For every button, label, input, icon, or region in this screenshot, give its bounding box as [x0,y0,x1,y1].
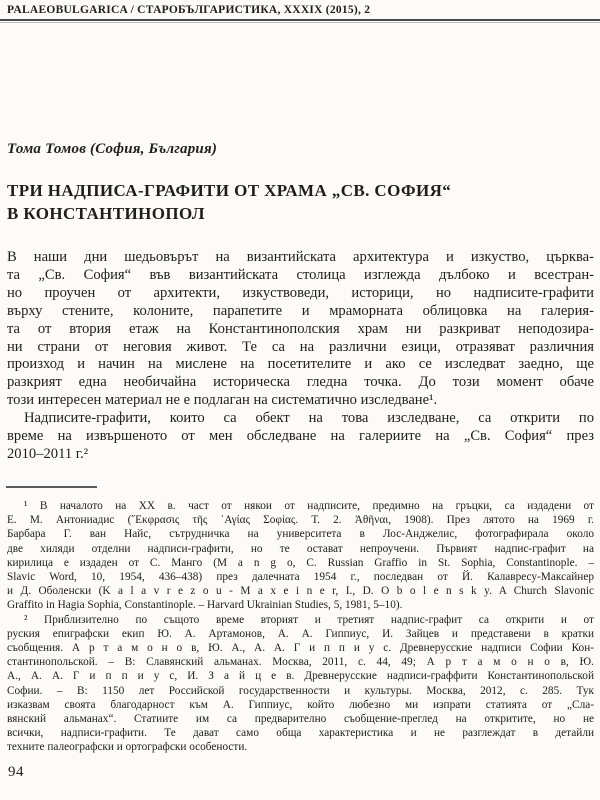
text-line: съобщения. А р т а м о н о в, Ю. А., А. А. Г и п п и у с. Древнерусские надписи Софии Кон- [7,642,594,655]
text-line: разкрият една необичайна историческа гледна точка. До този момент обаче [7,374,594,391]
article-title [7,179,590,225]
body-paragraph-2 [7,410,594,464]
text-line: стантинопольской. – В: Славянский альманах. Москва, 2011, с. 44, 49; А р т а м о н о в, Ю. [7,656,594,669]
text-line: Барбара Г. ван Найс, сътрудничка на университета в Лос-Анджелис, фотографирала около [7,528,594,541]
text-line: този интересен материал не е подлаган на систематично изследване¹. [7,392,438,409]
text-line: 2010–2011 г.² [7,445,89,462]
text-line: Е. М. Антониадис (῎Εκφρασις τῆς ῾Αγίας Σοφίας. Т. 2. Ἀθῆναι, 1908). През лятото на 1969 г. [7,514,594,527]
text-line: всички, надписи-графити. Те дават само обща характеристика и не разглеждат в детайли [7,727,594,740]
text-line: Slavic Word, 10, 1954, 436–438) през далечната 1954 г., последван от Й. Калавресу-Максайнер [7,571,594,584]
text-line: та от втория етаж на Константинополския храм ни разкриват неподозира- [7,320,594,337]
text-line: ни страни от неговия живот. Те са на различни езици, отразяват различния [7,338,594,355]
text-line: Софии. – В: 1150 лет Российской государственности и культуры. Москва, 2012, с. 285. Тук [7,684,594,697]
author-line: Тома Томов (София, България) [7,141,218,157]
text-line: вянский альманах“. Статиите им са предварително съобщение-преглед на откритите, но не [7,713,594,726]
text-line: В наши дни шедьовърът на византийската архитектура и изкуство, църква- [7,249,594,265]
text-line: кирилица е издаден от С. Манго (M a n g o, C. Russian Graffio in St. Sophia, Constantinople. – [7,556,594,569]
footnote-2 [7,613,594,755]
journal-running-head: PALAEOBULGARICA / СТАРОБЪЛГАРИСТИКА, XXXIX (2015), 2 [7,4,371,16]
body-paragraph-1 [7,249,594,410]
text-line: и Д. Оболенски (K a l a v r e z o u - M a x e i n e r, I., D. O b o l e n s k y. A Church Slavonic [7,585,594,598]
page-number: 94 [8,764,24,780]
text-line: руския епиграфски екип Ю. А. Артамонов, А. А. Гиппиус, И. Зайцев и представени в кратки [7,627,594,640]
article-title-line1: ТРИ НАДПИСА-ГРАФИТИ ОТ ХРАМА „СВ. СОФИЯ“ [7,181,452,200]
text-line: върху стените, колоните, парапетите и мраморната облицовка на галерия- [7,302,594,319]
text-line: техните палеографски и ортографски особености. [7,741,248,754]
text-line: време на извършеното от мен обследване на галериите на „Св. София“ през [7,428,594,445]
text-line: ² Приблизително по същото време вторият и третият надпис-графит са открити и от [24,613,594,626]
footnotes-block [7,499,594,755]
header-rule [0,19,600,23]
footnote-separator-rule [6,486,97,488]
text-line: две хиляди отделни надписи-графити, но те остават непроучени. Първият надпис-графит на [7,542,594,555]
article-body [7,249,594,464]
text-line: та „Св. София“ във византийската столица изглежда дълбоко и всестран- [7,266,594,283]
text-line: произход и начин на мислене на посетителите и ако се изследват заедно, ще [7,356,594,373]
article-title-line2: В КОНСТАНТИНОПОЛ [7,204,205,223]
text-line: Graffito in Hagia Sophia, Constantinople. – Harvard Ukrainian Studies, 5, 1981, 5–10). [7,599,403,612]
text-line: Надписите-графити, които са обект на това изследване, са открити по [24,410,594,427]
text-line: изказвам своята благодарност към А. Гиппиус, който любезно ми изпрати статията от „Сла- [7,698,594,711]
text-line: но проучен от архитекти, изкуствоведи, историци, но надписите-графити [7,284,594,301]
text-line: ¹ В началото на ХХ в. част от някои от надписите, предимно на гръцки, са издадени от [24,500,594,512]
text-line: А., А. А. Г и п п и у с, И. З а й ц е в. Древнерусские надписи-граффити Константинопольской [7,670,594,683]
footnote-1 [7,499,594,613]
